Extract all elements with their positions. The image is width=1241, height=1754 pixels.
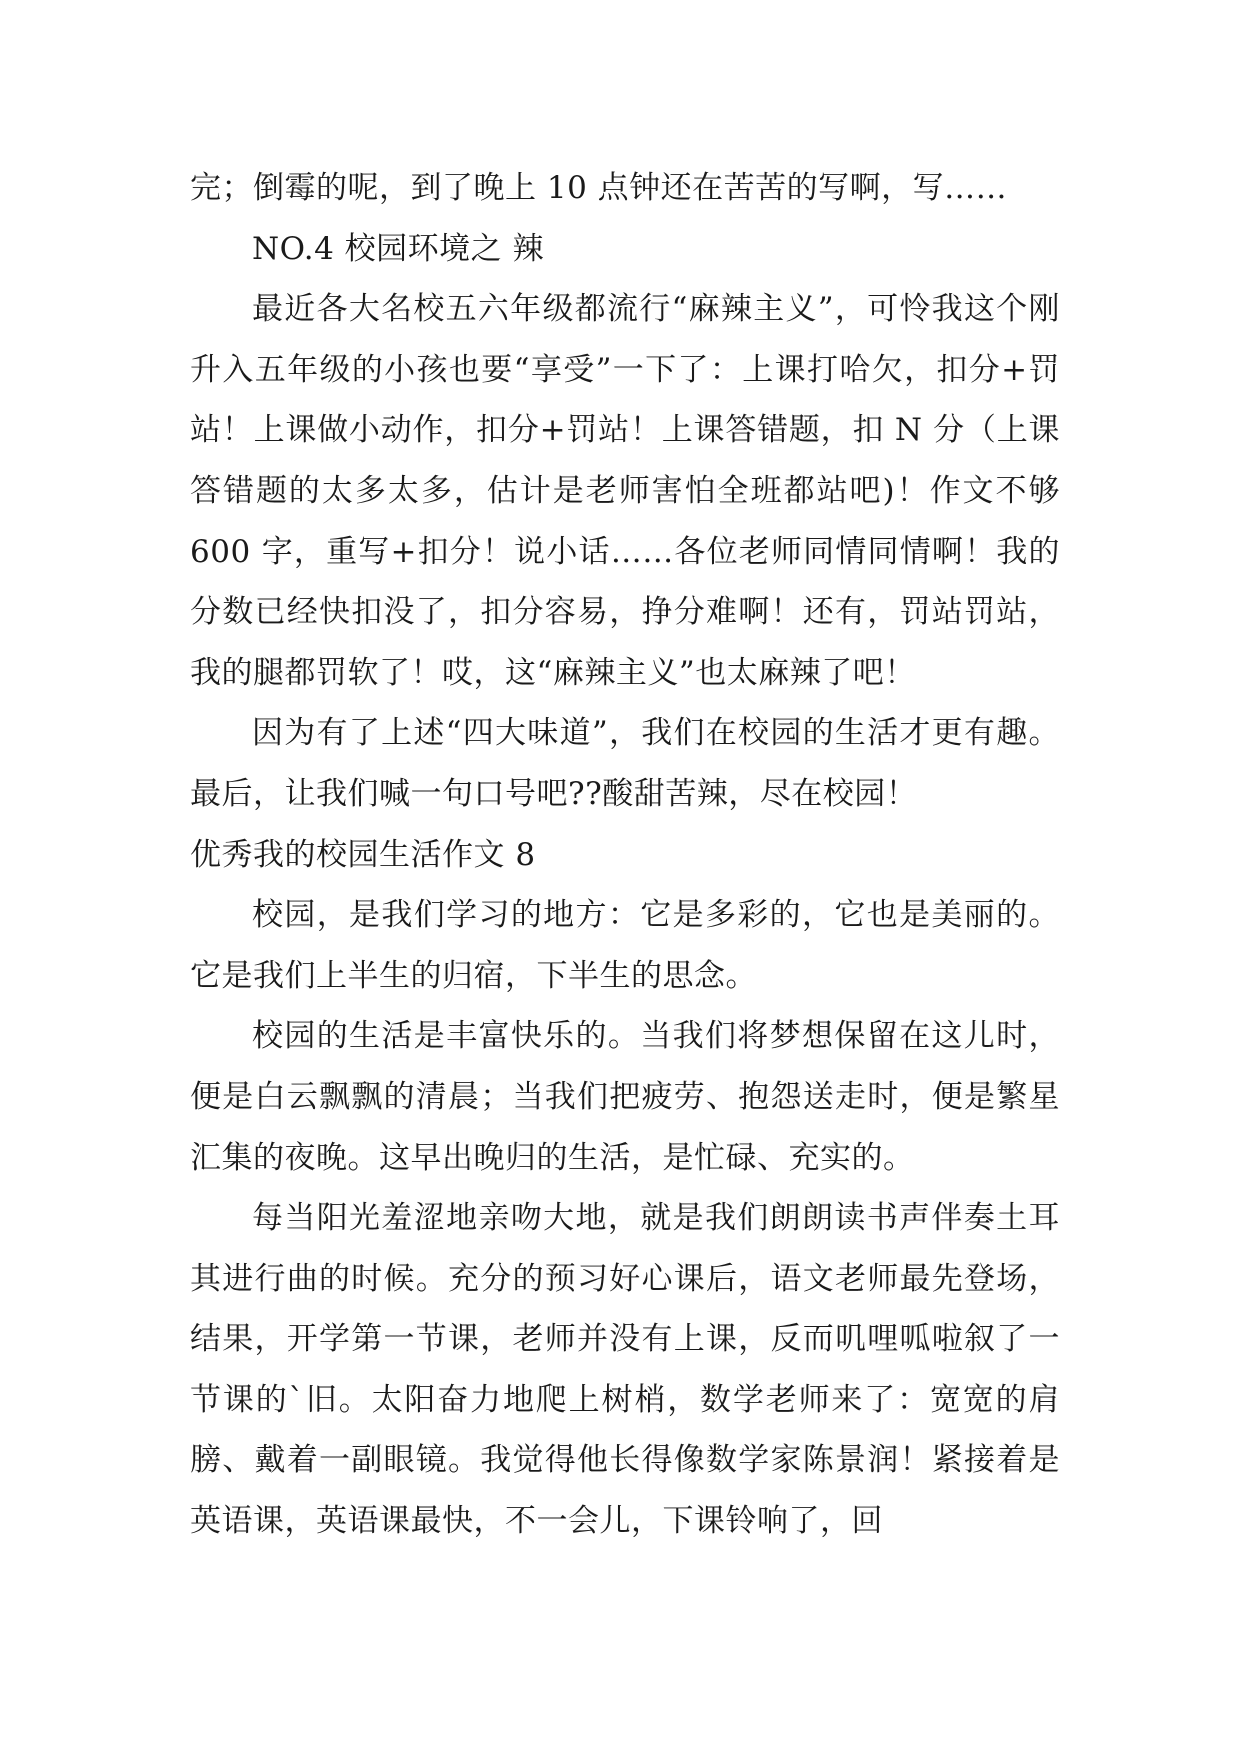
document-body <box>190 158 1060 1552</box>
section-heading-no4: NO.4 校园环境之 辣 <box>252 230 545 267</box>
paragraph-conclusion: 因为有了上述“四大味道”，我们在校园的生活才更有趣。最后，让我们喊一句口号吧??酸甜苦辣，尽在校园！ <box>190 715 1060 812</box>
paragraph-continuation: 完；倒霉的呢，到了晚上 10 点钟还在苦苦的写啊，写…… <box>190 170 1008 206</box>
paragraph-campus-life: 校园的生活是丰富快乐的。当我们将梦想保留在这儿时，便是白云飘飘的清晨；当我们把疲劳、抱怨送走时，便是繁星汇集的夜晚。这早出晚归的生活，是忙碌、充实的。 <box>190 1018 1060 1176</box>
paragraph-spicy: 最近各大名校五六年级都流行“麻辣主义”，可怜我这个刚升入五年级的小孩也要“享受”一下了：上课打哈欠，扣分+罚站！上课做小动作，扣分+罚站！上课答错题，扣 N 分（上课答错题的太多太多，估计是老师害怕全班都站吧)！作文不够 600 字，重写+扣分！说小话……各位老师同情同情啊！我的分数已经快扣没了，扣分容易，挣分难啊！还有，罚站罚站，我的腿都罚软了！哎，这“麻辣主义”也太麻辣了吧！ <box>190 291 1060 691</box>
essay-title: 优秀我的校园生活作文 8 <box>190 836 536 873</box>
paragraph-classes: 每当阳光羞涩地亲吻大地，就是我们朗朗读书声伴奏土耳其进行曲的时候。充分的预习好心课后，语文老师最先登场，结果，开学第一节课，老师并没有上课，反而叽哩呱啦叙了一节课的`旧。太阳奋力地爬上树梢，数学老师来了：宽宽的肩膀、戴着一副眼镜。我觉得他长得像数学家陈景润！紧接着是英语课，英语课最快，不一会儿，下课铃响了，回 <box>190 1200 1060 1540</box>
paragraph-intro: 校园，是我们学习的地方：它是多彩的，它也是美丽的。它是我们上半生的归宿，下半生的思念。 <box>190 897 1060 994</box>
